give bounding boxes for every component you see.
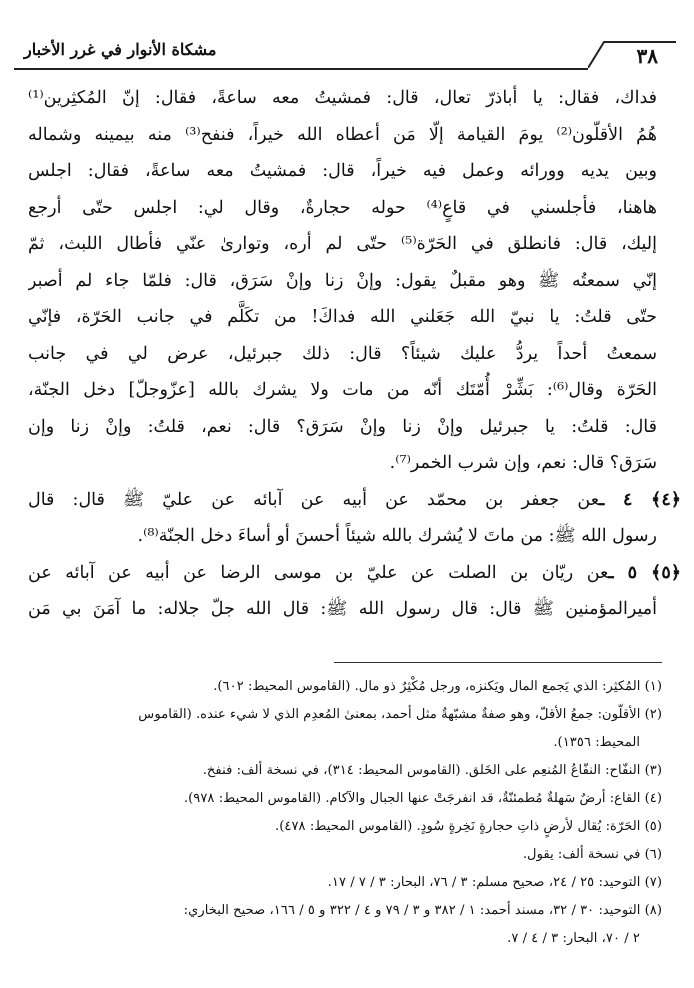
main-text	[28, 80, 681, 628]
footnote-4: (٤) القاع: أرضٌ سَهلةٌ مُطمئنّةٌ، قد انفرجَتْ عنها الجبال والآكام. (القاموس المحيط: ٩٧٨).	[183, 791, 662, 806]
page-number: ٣٨	[636, 44, 658, 68]
hadith-5-line-2: أميرالمؤمنين ﷺ قال: قال رسول الله ﷺ: قال الله جلّ جلاله: ما آمَنَ بي مَن	[28, 599, 657, 619]
footnote-8: (٨) التوحيد: ٣٠ / ٣٢، مسند أحمد: ١ / ٣٨٢ و ٣ / ٧٩ و ٤ / ٣٢٢ و ٥ / ١٦٦، صحيح البخاري:	[183, 903, 662, 918]
hadith-5-number: ﴿٥﴾ ٥ ـ	[608, 562, 681, 583]
text-line: هُمُ الأقلّون⁽²⁾ يومَ القيامة إلّا مَن أعطاه الله خيراً، فنفح⁽³⁾ منه بيمينه وشماله	[28, 124, 657, 145]
text-line: قال: قلتُ: يا جبرئيل وإنْ زنا وإنْ سَرَق؟ قال: نعم، قلتُ: وإنْ زنا وإن	[28, 416, 657, 437]
hadith-5-line-1	[28, 555, 681, 592]
text-line: هاهنا، فأجلسني في قاعٍ⁽⁴⁾ حوله حجارةٌ، وقال لي: اجلس حتّى أرجع	[28, 197, 657, 218]
running-header	[14, 40, 676, 72]
footnote-1: (١) المُكثِر: الذي يَجمع المال ويَكنزه، ورجل مُكْثِرٌ ذو مال. (القاموس المحيط: ٦٠٢).	[213, 679, 662, 694]
text-line: إليك، قال: فانطلق في الحَرّة⁽⁵⁾ حتّى لم أره، وتوارىٰ عنّي فأطال اللبث، ثمّ	[28, 234, 657, 254]
footnote-2-cont: المحيط: ١٣٥٦).	[553, 735, 640, 750]
hadith-4-line-1	[28, 482, 681, 519]
footnote-separator	[334, 662, 662, 663]
hadith-4-number: ﴿٤﴾ ٤ ـ	[599, 489, 681, 510]
book-title: مشكاة الأنوار في غرر الأخبار	[24, 40, 217, 59]
text-line: إنّي سمعتُه ﷺ وهو مقبلٌ يقول: وإنْ زنا وإنْ سَرَق، قال: فلمّا جاء لم أصبر	[28, 270, 657, 291]
footnote-6: (٦) في نسخة ألف: يقول.	[522, 847, 662, 862]
hadith-5-text: عن ريّان بن الصلت عن عليّ بن موسى الرضا عن أبيه عن آبائه عن	[28, 562, 609, 583]
text-line: الحَرّة وقال⁽⁶⁾: بَشِّرْ أُمّتَك أنّه من مات ولا يشرك بالله [عزّوجلّ] دخل الجنّة،	[28, 380, 657, 400]
footnote-2: (٢) الأقلّون: جمعُ الأقلّ، وهو صفةٌ مشبّهةٌ مثل أحمد، بمعنىٰ المُعدِم الذي لا شيء عنده. (القاموس	[138, 707, 662, 722]
text-line: فداك، فقال: يا أباذرّ تعال، قال: فمشيتُ معه ساعةً، فقال: إنّ المُكثِرين⁽¹⁾	[28, 88, 657, 108]
footnote-5: (٥) الحَرّة: يُقال لأرضٍ ذاتِ حجارةٍ نَخِرةٍ سُودٍ. (القاموس المحيط: ٤٧٨).	[275, 819, 662, 834]
footnotes	[26, 673, 662, 953]
hadith-4-line-2: رسول الله ﷺ: من ماتَ لا يُشرك بالله شيئاً أحسنَ أو أساءَ دخل الجنّة⁽⁸⁾.	[137, 526, 657, 546]
hadith-4-text: عن جعفر بن محمّد عن أبيه عن آبائه عن عليّ ﷺ قال: قال	[28, 489, 600, 510]
footnote-8-cont: ٢ / ٧٠، البحار: ٣ / ٤ / ٧.	[507, 931, 640, 946]
text-line: حتّى قلتُ: يا نبيّ الله جَعَلني الله فداكَ! من تكَلَّم في جانب الحَرّة، فإنّي	[28, 307, 657, 327]
footnote-7: (٧) التوحيد: ٢٥ / ٢٤، صحيح مسلم: ٣ / ٧٦، البحار: ٣ / ٧ / ١٧.	[327, 875, 662, 890]
header-rule	[14, 68, 588, 70]
page-number-tab	[588, 40, 676, 68]
text-line: سمعتُ أحداً يردُّ عليك شيئاً؟ قال: ذلك جبرئيل، عرض لي في جانب	[28, 343, 657, 364]
text-line: سَرَق؟ قال: نعم، وإن شرب الخمر⁽⁷⁾.	[389, 453, 657, 473]
footnote-3: (٣) النفّاح: النفّاعُ المُنعِم على الخَلق. (القاموس المحيط: ٣١٤)، في نسخة ألف: فنفخ.	[202, 763, 662, 778]
text-line: وبين يديه وورائه وعمل فيه خيراً، قال: فمشيتُ معه ساعةً، فقال: اجلس	[28, 161, 657, 181]
